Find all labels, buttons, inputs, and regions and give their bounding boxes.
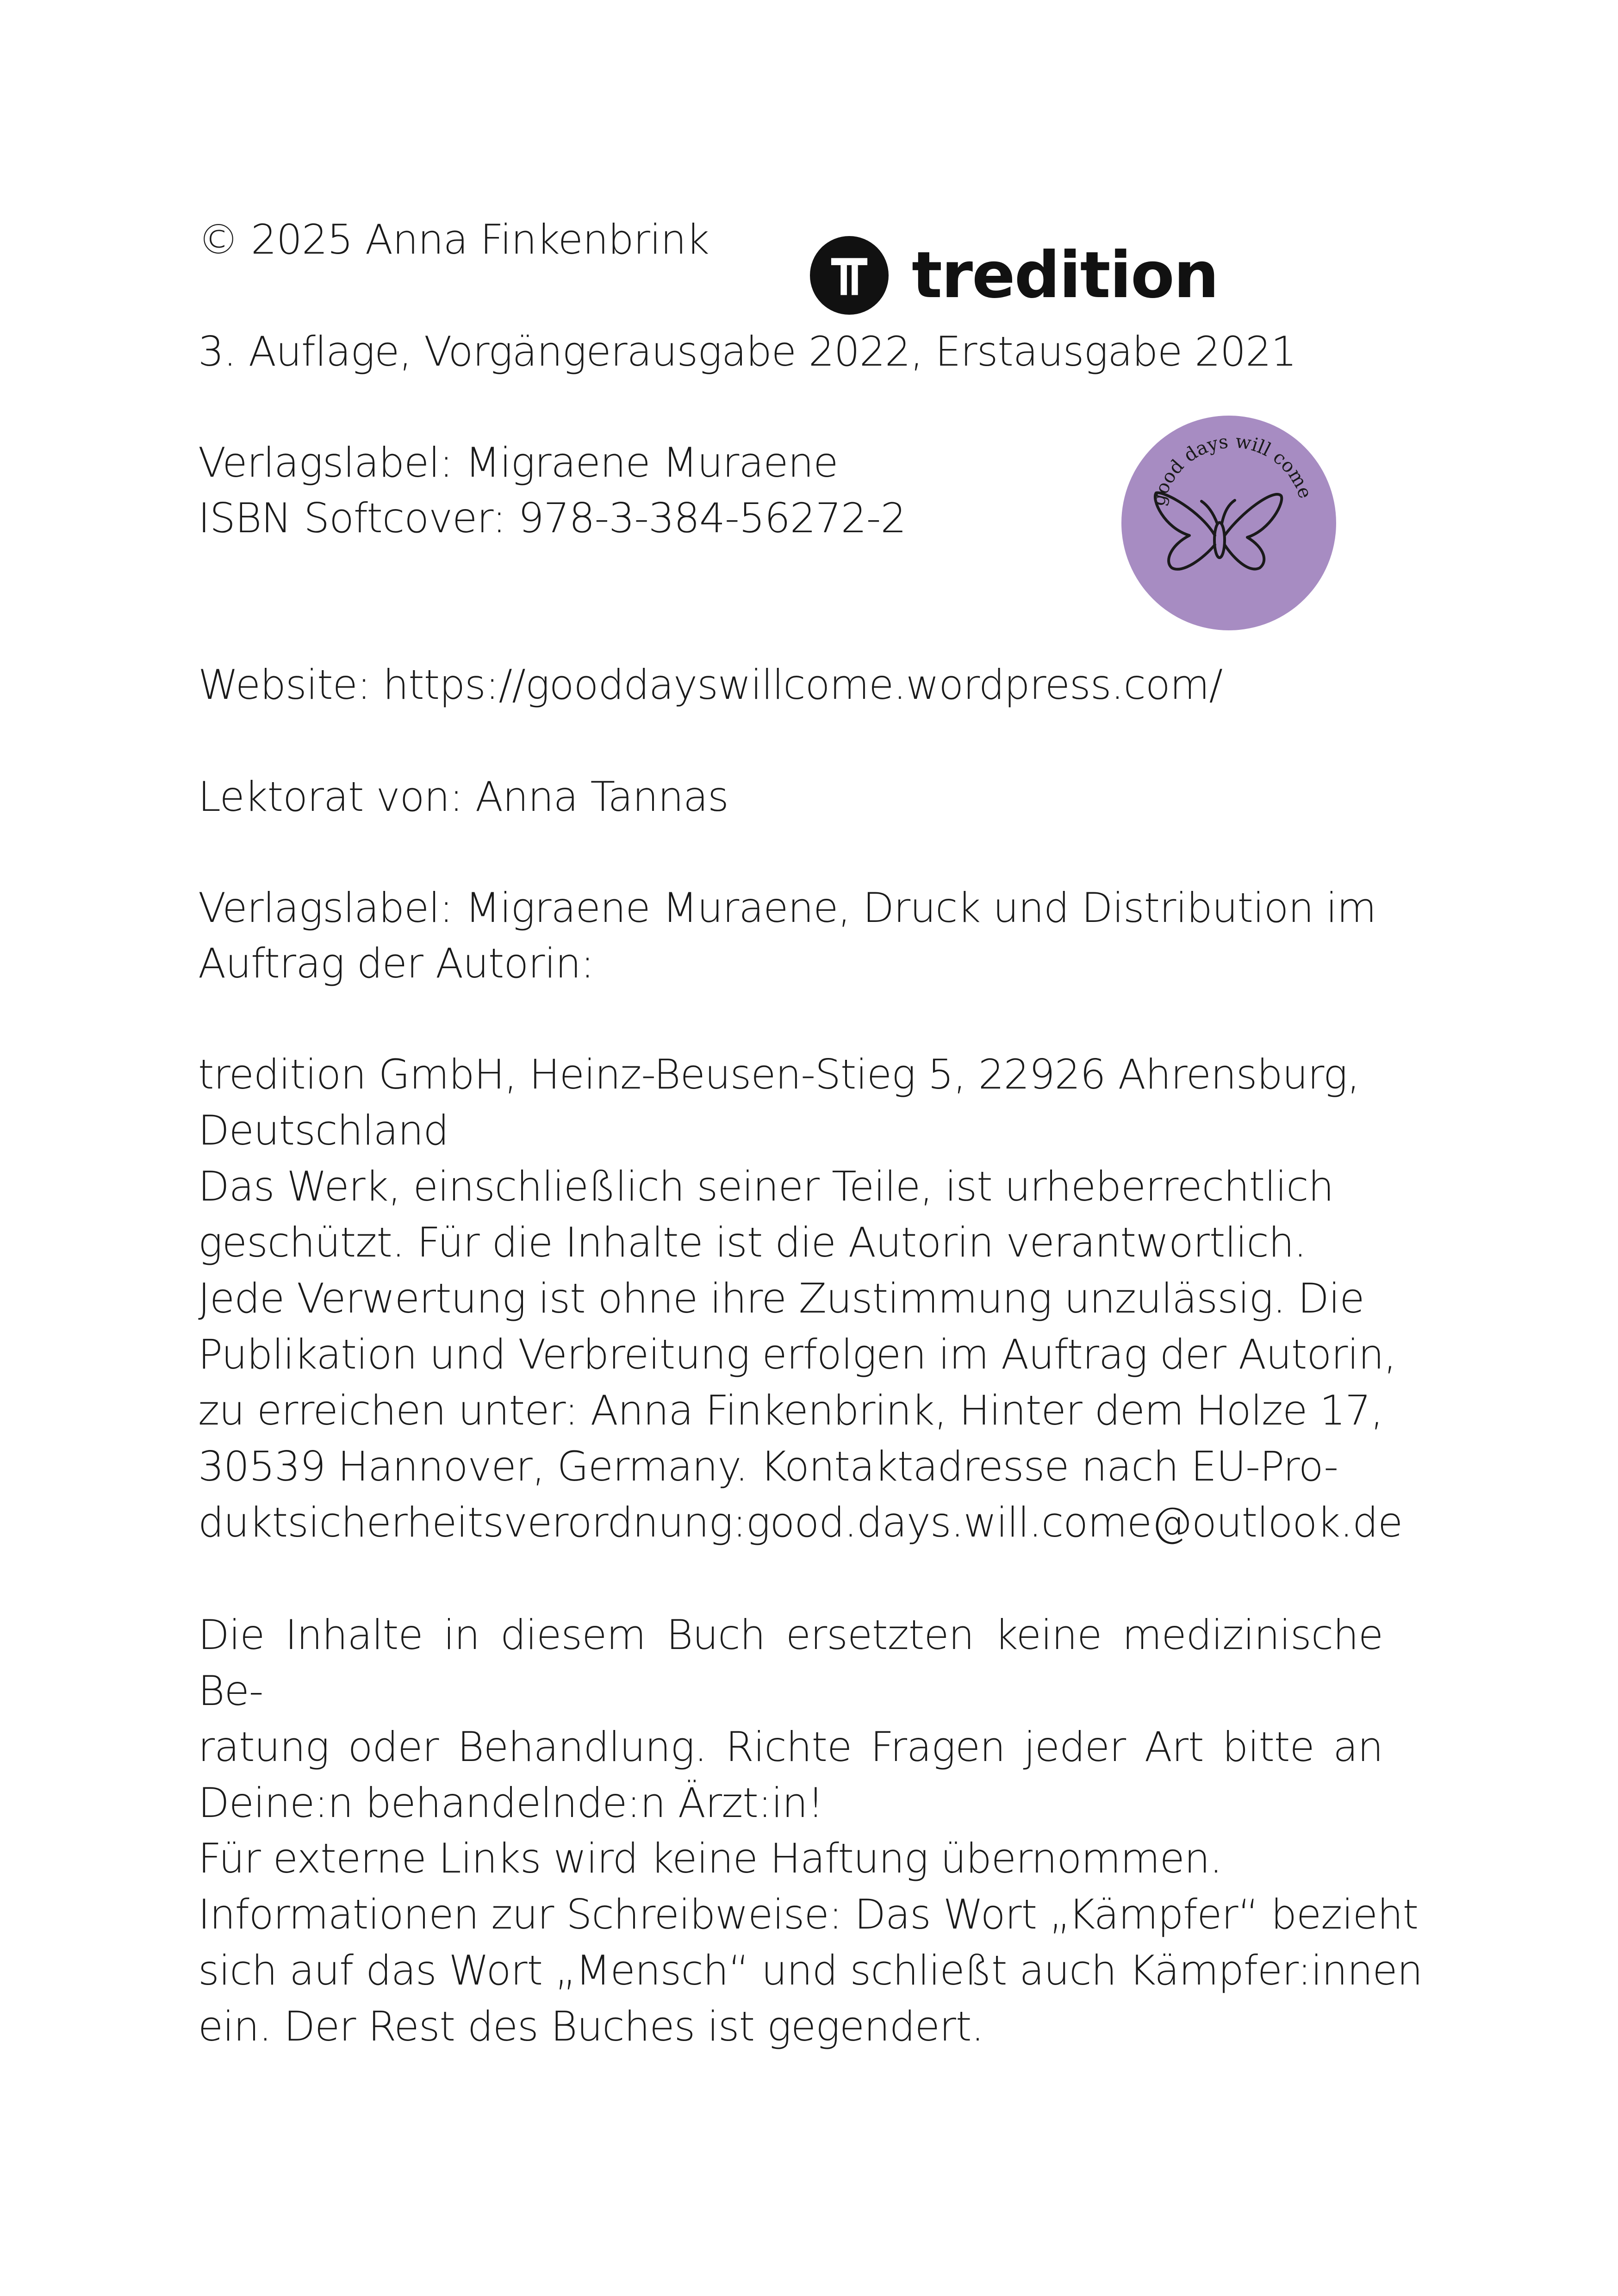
disclaimer-line: Deine:n behandelnde:n Ärzt:in!: [198, 1779, 823, 1827]
disclaimer-line: Die Inhalte in diesem Buch ersetzten keine medizinische Be-: [198, 1611, 1383, 1715]
imprint-line: duktsicherheitsverordnung:good.days.will.come@outlook.de: [198, 1499, 1403, 1546]
tredition-wordmark: tredition: [912, 238, 1219, 312]
imprint-line: tredition GmbH, Heinz-Beusen-Stieg 5, 22926 Ahrensburg,: [198, 1051, 1360, 1098]
tredition-logo: [810, 234, 1218, 317]
notes-line: Informationen zur Schreibweise: Das Wort „Kämpfer“ bezieht: [198, 1891, 1419, 1938]
editor-line: Lektorat von: Anna Tannas: [198, 773, 728, 821]
website-line: Website: https://gooddayswillcome.wordpress.com/: [198, 661, 1223, 709]
notes-line: ein. Der Rest des Buches ist gegendert.: [198, 2003, 984, 2050]
label-line: Verlagslabel: Migraene Muraene: [198, 439, 838, 486]
good-days-seal: [1120, 414, 1338, 632]
imprint-line: Publikation und Verbreitung erfolgen im Auftrag der Autorin,: [198, 1331, 1396, 1378]
seal-text: good days will come: [1147, 430, 1316, 508]
imprint-line: geschützt. Für die Inhalte ist die Autorin verantwortlich.: [198, 1219, 1307, 1266]
disclaimer-line: ratung oder Behandlung. Richte Fragen jeder Art bitte an: [198, 1723, 1383, 1771]
isbn-line: ISBN Softcover: 978-3-384-56272-2: [198, 494, 906, 542]
print-line-1: Verlagslabel: Migraene Muraene, Druck und Distribution im: [198, 884, 1376, 932]
imprint-line: Jede Verwertung ist ohne ihre Zustimmung unzulässig. Die: [198, 1275, 1364, 1322]
imprint-line: zu erreichen unter: Anna Finkenbrink, Hinter dem Holze 17,: [198, 1387, 1383, 1434]
copyright-line: © 2025 Anna Finkenbrink: [198, 216, 709, 263]
print-line-2: Auftrag der Autorin:: [198, 940, 594, 987]
seal-circle: [1121, 416, 1336, 630]
edition-line: 3. Auflage, Vorgängerausgabe 2022, Erstausgabe 2021: [198, 328, 1297, 375]
imprint-line: Das Werk, einschließlich seiner Teile, ist urheberrechtlich: [198, 1163, 1334, 1210]
imprint-line: Deutschland: [198, 1107, 449, 1154]
notes-line: sich auf das Wort „Mensch“ und schließt auch Kämpfer:innen: [198, 1947, 1423, 1994]
tredition-t-icon: [810, 236, 889, 315]
disclaimer-block: [198, 1607, 1383, 1831]
imprint-line: 30539 Hannover, Germany. Kontaktadresse nach EU-Pro-: [198, 1443, 1338, 1490]
notes-line: Für externe Links wird keine Haftung übernommen.: [198, 1835, 1222, 1882]
